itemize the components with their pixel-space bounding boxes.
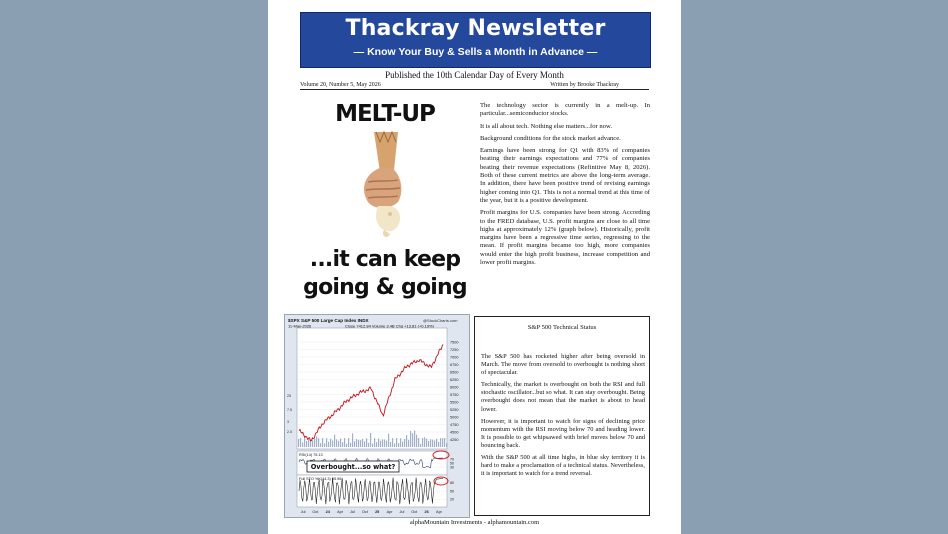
- volume-bar: [390, 442, 391, 447]
- price-tick-label: 7250: [450, 347, 459, 352]
- price-tick-label: 5500: [450, 400, 459, 405]
- price-tick-label: 6500: [450, 370, 459, 375]
- volume-bar: [312, 440, 313, 447]
- volume-bar: [352, 433, 353, 447]
- volume-bar: [386, 441, 387, 447]
- volume-bar: [344, 438, 345, 447]
- price-tick-label: 6000: [450, 385, 459, 390]
- chart-date: 11-May-2026: [288, 323, 312, 329]
- tagline-line-2: going & going: [303, 275, 467, 300]
- volume-bar: [406, 435, 407, 447]
- price-tick-label: 7500: [450, 340, 459, 345]
- volume-bar: [378, 439, 379, 447]
- volume-bar: [414, 430, 415, 447]
- masthead-banner: [300, 12, 651, 68]
- volume-bar: [430, 439, 431, 447]
- volume-bar: [380, 441, 381, 447]
- x-tick-label: 24: [325, 510, 330, 514]
- volume-bar: [334, 435, 335, 447]
- volume-bar: [336, 439, 337, 447]
- volume-bar: [304, 438, 305, 447]
- status-paragraph: The S&P 500 has rocketed higher after being oversold in March. The move from oversold to overbought is nothing short of spectacular.: [481, 353, 645, 377]
- volume-bar: [356, 439, 357, 447]
- status-paragraph: With the S&P 500 at all time highs, in blue sky territory it is hard to make a proclamation of a technical status. Nevertheless, it is important to watch for a trend reversal.: [481, 454, 645, 478]
- volume-bar: [340, 439, 341, 447]
- price-tick-label: 6250: [450, 377, 459, 382]
- overbought-callout: Overbought...so what?: [310, 463, 396, 471]
- volume-bar: [438, 442, 439, 447]
- footer: alphaMountain Investments - alphamountain.com: [409, 519, 540, 526]
- volume-bar: [388, 434, 389, 447]
- volume-bar: [440, 438, 441, 447]
- volume-bar: [302, 442, 303, 447]
- price-tick-label: 5250: [450, 407, 459, 412]
- volume-bar: [308, 439, 309, 447]
- volume-bar: [428, 441, 429, 447]
- intro-paragraph: It is all about tech. Nothing else matters...for now.: [480, 122, 612, 130]
- volume-bar: [316, 437, 317, 447]
- chart-symbol: $SPX S&P 500 Large Cap Index INDX: [288, 318, 369, 323]
- spx-chart-svg: [285, 315, 469, 517]
- sto-tick-label: 50: [450, 489, 454, 494]
- volume-bar: [300, 438, 301, 447]
- volume-bar: [324, 443, 325, 447]
- melt-up-artwork: [296, 98, 474, 310]
- published-line: Published the 10th Calendar Day of Every Month: [385, 70, 564, 80]
- price-tick-label: 4500: [450, 430, 459, 435]
- volume-bar: [382, 439, 383, 447]
- volume-bar: [342, 442, 343, 447]
- rsi-tick-label: 70: [450, 457, 454, 462]
- volume-bar: [364, 441, 365, 447]
- volume-bar: [408, 440, 409, 447]
- volume-bar: [424, 437, 425, 447]
- volume-bar: [420, 444, 421, 447]
- volume-bar: [418, 438, 419, 447]
- x-tick-label: Apr: [436, 510, 442, 514]
- ice-cream-hand-icon: [354, 130, 418, 242]
- sto-tick-label: 20: [450, 497, 454, 502]
- volume-bar: [358, 440, 359, 447]
- rsi-tick-label: 50: [450, 461, 454, 466]
- spx-chart: [284, 314, 470, 518]
- price-tick-label: 7000: [450, 355, 459, 360]
- newsletter-subtitle: — Know Your Buy & Sells a Month in Advance —: [353, 46, 598, 58]
- volume-bar: [372, 444, 373, 447]
- volume-bar: [328, 442, 329, 447]
- left-tick-label: 2.5: [287, 430, 292, 434]
- volume-bar: [396, 438, 397, 447]
- volume-bar: [370, 433, 371, 447]
- volume-bar: [422, 438, 423, 447]
- volume-bar: [436, 439, 437, 447]
- price-tick-label: 5750: [450, 392, 459, 397]
- volume-bar: [400, 438, 401, 447]
- rsi-label: RSI(14) 75.13: [299, 453, 323, 457]
- status-paragraph: However, it is important to watch for signs of declining price momentum with the RSI moving below 70 and heading lower. It is possible to get whipsawed with brief moves below 70 and bouncing back.: [481, 417, 645, 449]
- volume-bar: [306, 441, 307, 447]
- volume-bar: [374, 438, 375, 447]
- volume-bar: [412, 433, 413, 447]
- x-tick-label: Jul: [350, 510, 355, 514]
- artwork-tagline: [296, 246, 474, 302]
- x-tick-label: Oct: [361, 510, 368, 514]
- chart-close: Close 7412.84 Volume 3.4B Chg +13.81 (+0.19%): [345, 323, 434, 329]
- volume-bar: [362, 439, 363, 447]
- rsi-tick-label: 30: [450, 465, 454, 470]
- intro-paragraph: The technology sector is currently in a melt-up. In particular...semiconductor stocks.: [480, 102, 650, 118]
- x-tick-label: Apr: [386, 510, 393, 514]
- volume-bar: [326, 438, 327, 447]
- x-tick-label: 25: [375, 510, 380, 514]
- volume-bar: [384, 440, 385, 447]
- x-tick-label: Jul: [300, 510, 306, 514]
- volume-bar: [318, 438, 319, 447]
- intro-article: [480, 102, 650, 271]
- price-tick-label: 4750: [450, 422, 459, 427]
- intro-paragraph: Background conditions for the stock market advance.: [480, 134, 621, 142]
- volume-bar: [332, 440, 333, 447]
- price-tick-label: 5000: [450, 415, 459, 420]
- volume-bar: [338, 441, 339, 447]
- volume-bar: [366, 438, 367, 447]
- volume-bar: [410, 431, 411, 447]
- x-tick-label: Apr: [337, 510, 344, 514]
- author-line: Written by Brooke Thackray: [550, 82, 619, 88]
- status-paragraph: Technically, the market is overbought on both the RSI and full stochastic oscillator...but so what. It can stay overbought. Being overbought does not mean that the market is about to head lower.: [481, 381, 645, 413]
- volume-bar: [300, 82, 649, 90]
- volume-bar: [416, 435, 417, 447]
- volume-bar: [394, 444, 395, 447]
- volume-bar: [392, 438, 393, 447]
- price-tick-label: 6750: [450, 362, 459, 367]
- volume-bar: [330, 439, 331, 447]
- x-tick-label: Jul: [399, 510, 405, 514]
- volume-bar: [446, 443, 447, 447]
- technical-status-title: S&P 500 Technical Status: [527, 324, 597, 331]
- volume-bar: [354, 441, 355, 447]
- chart-source: @StockCharts.com: [423, 318, 458, 323]
- technical-status-body: [481, 353, 645, 482]
- volume-bar: [360, 440, 361, 447]
- volume-bar: [314, 439, 315, 447]
- volume-bar: [442, 438, 443, 447]
- volume-bar: [402, 441, 403, 447]
- price-tick-label: 4250: [450, 437, 459, 442]
- artwork-heading: MELT-UP: [335, 101, 435, 127]
- sto-tick-label: 80: [450, 480, 454, 485]
- volume-bar: [348, 438, 349, 447]
- volume-bar: [368, 443, 369, 447]
- volume-bar: [404, 439, 405, 447]
- volume-bar: [376, 442, 377, 447]
- x-tick-label: Oct: [312, 510, 319, 514]
- left-tick-label: 3: [287, 420, 289, 424]
- intro-paragraph: Profit margins for U.S. companies have been strong. According to the FRED database, U.S. profit margins are close to all time highs at approximately 12% (graph below). Historically, profit margins have been a regressive time series, regressing to the mean. If profit margins became too high, more companies would enter the high profit business, increase competition and lower profit margins.: [480, 209, 650, 267]
- technical-status-box: [474, 316, 650, 516]
- volume-bar: [320, 443, 321, 447]
- volume-line: Volume 20, Number 5, May 2026: [300, 82, 381, 88]
- volume-bar: [434, 440, 435, 447]
- volume-bar: [426, 439, 427, 447]
- x-tick-label: 26: [424, 510, 429, 514]
- x-tick-label: Oct: [411, 510, 418, 514]
- left-tick-label: 25: [287, 394, 291, 398]
- volume-bar: [346, 444, 347, 447]
- sto-label: Full STO %K(14,3) 95.96: [299, 477, 342, 481]
- volume-bar: [432, 440, 433, 447]
- volume-bar: [350, 443, 351, 447]
- volume-bar: [444, 438, 445, 447]
- volume-bar: [298, 439, 299, 447]
- intro-paragraph: Earnings have been strong for Q1 with 83% of companies beating their earnings expectations and 77% of companies beating their revenue expectations (Refinitive May 8, 2026). Both of these current metrics are above the long-term average. In addition, there have been positive trend of revising earnings higher coming into Q1. This is not a normal trend at this time of the year, but it is a positive development.: [480, 147, 650, 204]
- tagline-line-1: ...it can keep: [309, 247, 461, 272]
- left-tick-label: 7.5: [287, 408, 292, 412]
- newsletter-title: Thackray Newsletter: [345, 16, 606, 41]
- volume-bar: [398, 443, 399, 447]
- volume-bar: [322, 438, 323, 447]
